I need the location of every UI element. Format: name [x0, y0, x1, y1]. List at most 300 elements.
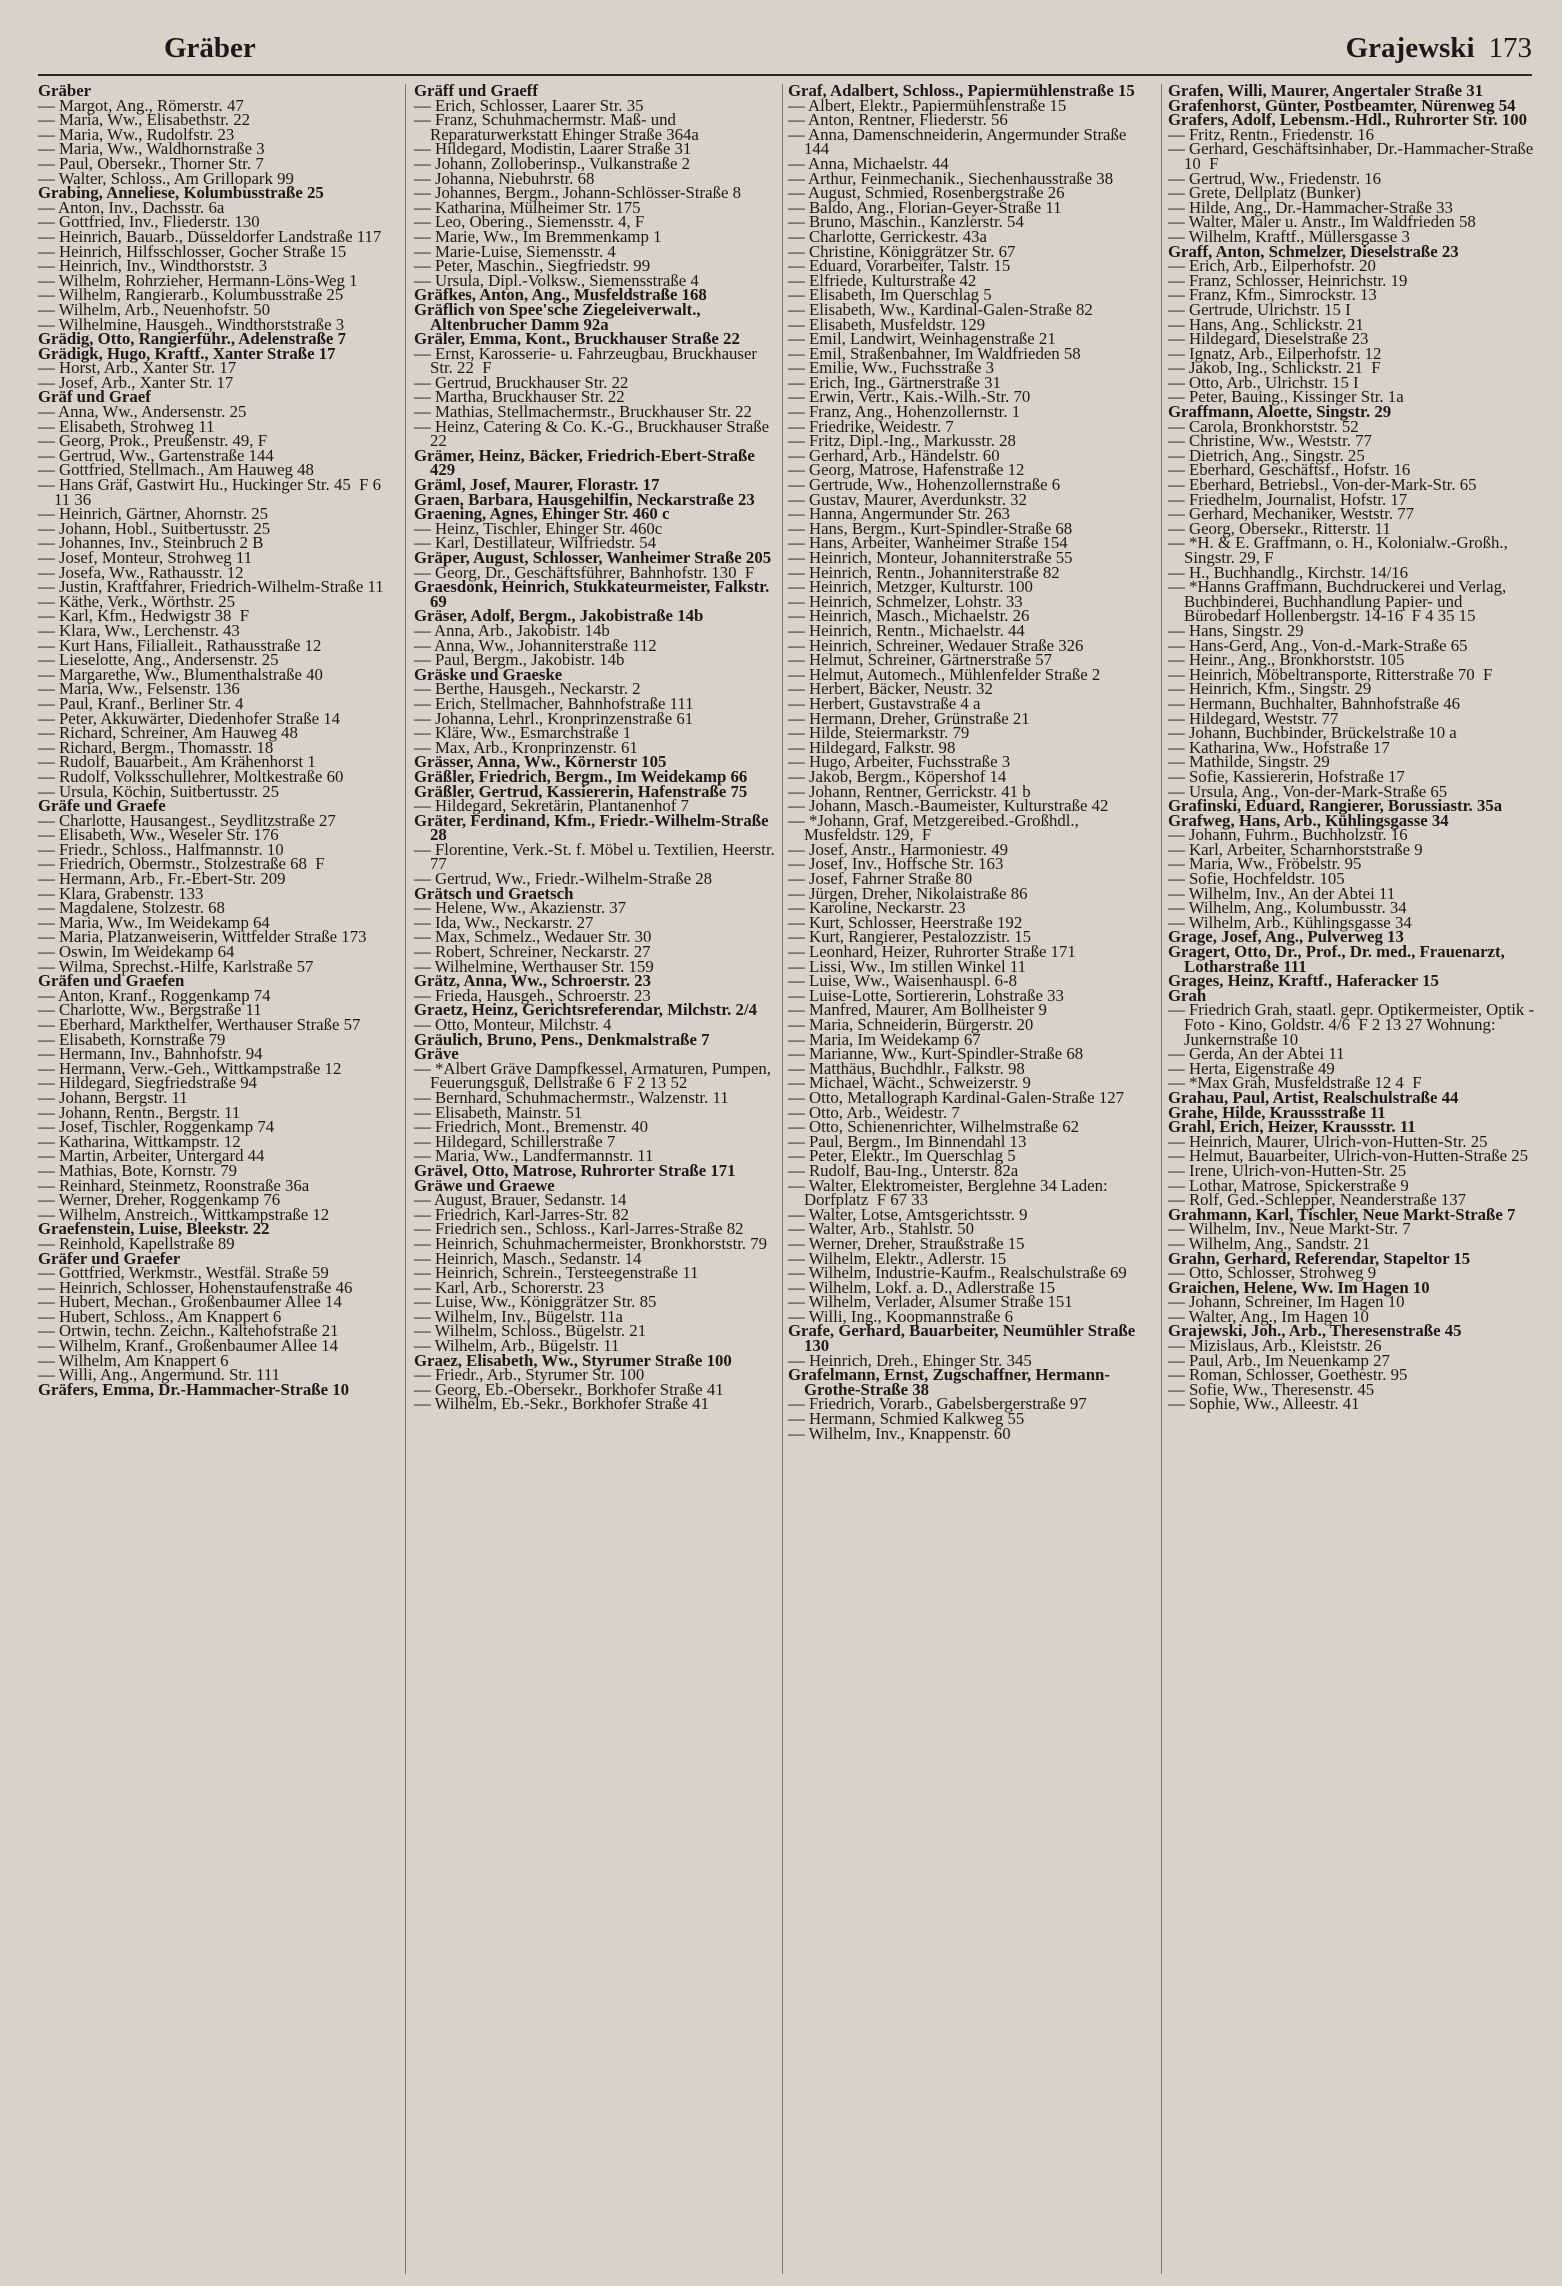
directory-entry: — Johann, Masch.-Baumeister, Kulturstraße 42 — [788, 796, 1109, 816]
directory-entry: — Oswin, Im Weidekamp 64 — [38, 942, 235, 962]
directory-entry: — Wilhelm, Inv., An der Abtei 11 — [1168, 883, 1396, 903]
directory-entry: — Franz, Ang., Hohenzollernstr. 1 — [788, 402, 1021, 422]
column-divider — [405, 84, 406, 2274]
directory-entry: — Baldo, Ang., Florian-Geyer-Straße 11 — [788, 197, 1062, 217]
directory-entry: — Margarethe, Ww., Blumenthalstraße 40 — [38, 664, 323, 684]
directory-entry: — Johann, Schreiner, Im Hagen 10 — [1168, 1292, 1405, 1312]
directory-column-1 — [38, 81, 396, 2280]
directory-entry: — Herbert, Gustavstraße 4 a — [788, 693, 981, 713]
directory-entry: Gräper, August, Schlosser, Wanheimer Straße 205 — [414, 548, 772, 567]
directory-entry: — Erich, Arb., Eilperhofstr. 20 — [1168, 256, 1376, 276]
directory-entry: — Elisabeth, Mainstr. 51 — [414, 1102, 583, 1122]
directory-entry: Graetz, Heinz, Gerichtsreferendar, Milchstr. 2/4 — [414, 1000, 757, 1020]
directory-entry: — Katharina, Mülheimer Str. 175 — [414, 197, 641, 217]
directory-entry: — Anton, Rentner, Fliederstr. 56 — [788, 110, 1008, 130]
directory-entry: — Klara, Ww., Lerchenstr. 43 — [38, 620, 240, 640]
directory-entry: — Gertrude, Ulrichstr. 15 I — [1168, 299, 1351, 319]
directory-entry: — Helene, Ww., Akazienstr. 37 — [414, 898, 627, 918]
directory-entry: — Georg, Eb.-Obersekr., Borkhofer Straße 41 — [414, 1379, 724, 1399]
directory-entry: — Martha, Bruckhauser Str. 22 — [414, 387, 625, 407]
directory-entry: — *Albert Gräve Dampfkessel, Armaturen, Pumpen, Feuerungsguß, Dellstraße 6 F 2 13 52 — [414, 1058, 776, 1093]
directory-entry: Grafe, Gerhard, Bauarbeiter, Neumühler Straße 130 — [788, 1321, 1140, 1356]
directory-entry: — Max, Schmelz., Wedauer Str. 30 — [414, 927, 652, 947]
directory-entry: — Richard, Schreiner, Am Hauweg 48 — [38, 723, 298, 743]
directory-entry: — Matthäus, Buchdhlr., Falkstr. 98 — [788, 1058, 1025, 1078]
directory-entry: — Karoline, Neckarstr. 23 — [788, 898, 966, 918]
directory-entry: Graez, Elisabeth, Ww., Styrumer Straße 100 — [414, 1350, 732, 1370]
directory-entry: Gräßler, Gertrud, Kassiererin, Hafenstraße 75 — [414, 781, 748, 801]
directory-entry: — Wilhelm, Rangierarb., Kolumbusstraße 25 — [38, 285, 344, 305]
header-first-entry: Gräber — [164, 32, 256, 64]
directory-entry: — Hermann, Verw.-Geh., Wittkampstraße 12 — [38, 1058, 342, 1078]
directory-entry: — Wilma, Sprechst.-Hilfe, Karlstraße 57 — [38, 956, 314, 976]
directory-entry: — Wilhelmine, Werthauser Str. 159 — [414, 956, 654, 976]
directory-entry: — Gertrud, Bruckhauser Str. 22 — [414, 372, 629, 392]
directory-entry: — Sophie, Ww., Alleestr. 41 — [1168, 1394, 1360, 1414]
directory-entry: — Justin, Kraftfahrer, Friedrich-Wilhelm-Straße 11 — [38, 577, 384, 597]
directory-entry: — Johann, Zolloberinsp., Vulkanstraße 2 — [414, 153, 690, 173]
directory-entry: — Heinrich, Rentn., Michaelstr. 44 — [788, 620, 1025, 640]
directory-entry: — Herbert, Bäcker, Neustr. 32 — [788, 679, 993, 699]
directory-entry: — Leo, Obering., Siemensstr. 4, F — [414, 212, 645, 232]
directory-entry: — Frieda, Hausgeh., Schroerstr. 23 — [414, 985, 651, 1005]
directory-entry: Gräter, Ferdinand, Kfm., Friedr.-Wilhelm-Straße 28 — [414, 810, 773, 845]
page-number: 173 — [1488, 32, 1532, 64]
directory-entry: — Richard, Bergm., Thomasstr. 18 — [38, 737, 274, 757]
directory-entry: Graffmann, Aloette, Singstr. 29 — [1168, 402, 1392, 422]
directory-entry: — Elisabeth, Kornstraße 79 — [38, 1029, 226, 1049]
directory-entry: — Hermann, Arb., Fr.-Ebert-Str. 209 — [38, 869, 286, 889]
column-divider — [1161, 84, 1162, 2274]
directory-entry: — Eberhard, Betriebsl., Von-der-Mark-Str. 65 — [1168, 475, 1477, 495]
directory-entry: Graichen, Helene, Ww. Im Hagen 10 — [1168, 1277, 1430, 1297]
directory-entry: — Helmut, Automech., Mühlenfelder Straße 2 — [788, 664, 1101, 684]
directory-entry: — Gertrud, Ww., Friedenstr. 16 — [1168, 168, 1381, 188]
directory-entry: Gräfers, Emma, Dr.-Hammacher-Straße 10 — [38, 1379, 349, 1399]
directory-entry: — Karl, Arbeiter, Scharnhorststraße 9 — [1168, 839, 1423, 859]
directory-entry: Gräff und Graeff — [414, 81, 538, 100]
directory-entry: — Johanna, Niebuhrstr. 68 — [414, 168, 595, 188]
directory-entry: — Wilhelm, Industrie-Kaufm., Realschulstraße 69 — [788, 1263, 1127, 1283]
directory-entry: — Rudolf, Bauarbeit., Am Krähenhorst 1 — [38, 752, 316, 772]
directory-entry: — Rolf, Ged.-Schlepper, Neanderstraße 137 — [1168, 1190, 1467, 1210]
directory-entry: — Heinz, Catering & Co. K.-G., Bruckhauser Straße 22 — [414, 416, 774, 451]
directory-entry: Gräßler, Friedrich, Bergm., Im Weidekamp 66 — [414, 766, 748, 786]
directory-entry: Grafweg, Hans, Arb., Kühlingsgasse 34 — [1168, 810, 1449, 830]
directory-entry: — Johann, Bergstr. 11 — [38, 1087, 188, 1107]
directory-entry: — Jürgen, Dreher, Nikolaistraße 86 — [788, 883, 1028, 903]
directory-entry: — Walter, Maler u. Anstr., Im Waldfrieden 58 — [1168, 212, 1476, 232]
directory-entry: — Ursula, Ang., Von-der-Mark-Straße 65 — [1168, 781, 1448, 801]
directory-entry: — Maria, Ww., Rudolfstr. 23 — [38, 124, 235, 144]
directory-entry: — Heinrich, Möbeltransporte, Ritterstraße 70 F — [1168, 664, 1493, 684]
directory-entry: — Paul, Bergm., Im Binnendahl 13 — [788, 1131, 1027, 1151]
directory-entry: — Sofie, Kassiererin, Hofstraße 17 — [1168, 766, 1405, 786]
directory-entry: Grädig, Otto, Rangierführ., Adelenstraße 7 — [38, 329, 346, 349]
directory-entry: — Charlotte, Gerrickestr. 43a — [788, 226, 987, 246]
directory-entry: Grätz, Anna, Ww., Schroerstr. 23 — [414, 971, 651, 991]
header-last-entry: Grajewski — [1345, 32, 1475, 64]
directory-entry: — August, Brauer, Sedanstr. 14 — [414, 1190, 627, 1210]
directory-entry: — Karl, Destillateur, Wilfriedstr. 54 — [414, 533, 657, 553]
directory-entry: — Wilhelm, Elektr., Adlerstr. 15 — [788, 1248, 1007, 1268]
directory-entry: — Friedrich, Mont., Bremenstr. 40 — [414, 1117, 648, 1137]
directory-entry: Gräfer und Graefer — [38, 1248, 181, 1268]
directory-entry: — Hildegard, Schillerstraße 7 — [414, 1131, 616, 1151]
directory-entry: — Gustav, Maurer, Averdunkstr. 32 — [788, 489, 1027, 509]
directory-entry: Grage, Josef, Ang., Pulverweg 13 — [1168, 927, 1404, 947]
directory-entry: — Emilie, Ww., Fuchsstraße 3 — [788, 358, 995, 378]
directory-entry: — Leonhard, Heizer, Ruhrorter Straße 171 — [788, 942, 1076, 962]
directory-entry: — Heinrich, Schmelzer, Lohstr. 33 — [788, 591, 1023, 611]
directory-entry: — Friedr., Arb., Styrumer Str. 100 — [414, 1365, 645, 1385]
directory-entry: — Erich, Stellmacher, Bahnhofstraße 111 — [414, 693, 694, 713]
directory-entry: — Gerhard, Geschäftsinhaber, Dr.-Hammacher-Straße 10 F — [1168, 139, 1538, 173]
directory-entry: Grätsch und Graetsch — [414, 883, 574, 903]
directory-entry: Grafers, Adolf, Lebensm.-Hdl., Ruhrorter Str. 100 — [1168, 110, 1528, 130]
directory-entry: — Johann, Buchbinder, Brückelstraße 10 a — [1168, 723, 1457, 743]
directory-entry: — Friedhelm, Journalist, Hofstr. 17 — [1168, 489, 1408, 509]
directory-entry: — Otto, Arb., Weidestr. 7 — [788, 1102, 960, 1122]
directory-entry: — Heinrich, Inv., Windthorststr. 3 — [38, 256, 268, 276]
directory-entry: — Marie, Ww., Im Bremmenkamp 1 — [414, 226, 662, 246]
directory-entry: — *Hanns Graffmann, Buchdruckerei und Verlag, Buchbinderei, Buchhandlung Papier- und Bürobedarf Hollenbergstr. 14-16 F 4 35 15 — [1168, 577, 1511, 626]
directory-entry: — Maria, Ww., Waldhornstraße 3 — [38, 139, 265, 159]
directory-entry: — Paul, Obersekr., Thorner Str. 7 — [38, 153, 264, 173]
directory-entry: Grafen, Willi, Maurer, Angertaler Straße 31 — [1168, 81, 1484, 100]
directory-column-4 — [1168, 81, 1539, 2280]
directory-entry: — Franz, Kfm., Simrockstr. 13 — [1168, 285, 1377, 305]
directory-column-3 — [788, 81, 1154, 2280]
directory-entry: — Otto, Schlosser, Strohweg 9 — [1168, 1263, 1377, 1283]
directory-column-2 — [414, 81, 780, 2280]
directory-entry: — Max, Arb., Kronprinzenstr. 61 — [414, 737, 638, 757]
directory-entry: — Johannes, Bergm., Johann-Schlösser-Straße 8 — [414, 183, 742, 203]
directory-entry: — Wilhelm, Anstreich., Wittkampstraße 12 — [38, 1204, 330, 1224]
directory-entry: — Charlotte, Hausangest., Seydlitzstraße 27 — [38, 810, 336, 830]
directory-entry: — Gerda, An der Abtei 11 — [1168, 1044, 1345, 1064]
directory-entry: — Wilhelm, Arb., Neuenhofstr. 50 — [38, 299, 271, 319]
directory-entry: — Lothar, Matrose, Spickerstraße 9 — [1168, 1175, 1409, 1195]
directory-entry: — Peter, Maschin., Siegfriedstr. 99 — [414, 256, 651, 276]
directory-entry: Gräf und Graef — [38, 387, 151, 407]
directory-entry: — Wilhelm, Arb., Bügelstr. 11 — [414, 1336, 620, 1356]
directory-entry: — Erich, Ing., Gärtnerstraße 31 — [788, 372, 1001, 392]
directory-entry: — Mathias, Bote, Kornstr. 79 — [38, 1160, 238, 1180]
directory-entry: — Maria, Im Weidekamp 67 — [788, 1029, 981, 1049]
directory-entry: Grahe, Hilde, Kraussstraße 11 — [1168, 1102, 1386, 1122]
directory-entry: — Johann, Rentn., Bergstr. 11 — [38, 1102, 241, 1122]
directory-entry: Grabing, Anneliese, Kolumbusstraße 25 — [38, 183, 324, 203]
directory-entry: — Bernhard, Schuhmachermstr., Walzenstr. 11 — [414, 1087, 729, 1107]
page-header — [38, 28, 1532, 76]
directory-entry: — Hans, Bergm., Kurt-Spindler-Straße 68 — [788, 518, 1073, 538]
header-last-entry-group — [1346, 32, 1532, 65]
directory-entry: Graff, Anton, Schmelzer, Dieselstraße 23 — [1168, 241, 1459, 261]
directory-entry: — Hans, Arbeiter, Wanheimer Straße 154 — [788, 533, 1068, 553]
directory-entry: — Klara, Grabenstr. 133 — [38, 883, 204, 903]
directory-entry: — Heinrich, Kfm., Singstr. 29 — [1168, 679, 1372, 699]
directory-entry: — Maria, Ww., Felsenstr. 136 — [38, 679, 240, 699]
directory-entry: — Mizislaus, Arb., Kleiststr. 26 — [1168, 1336, 1382, 1356]
directory-entry: — Berthe, Hausgeh., Neckarstr. 2 — [414, 679, 641, 699]
directory-entry: — Georg, Matrose, Hafenstraße 12 — [788, 460, 1025, 480]
directory-entry: — Wilhelm, Inv., Bügelstr. 11a — [414, 1306, 623, 1326]
directory-entry: Graening, Agnes, Ehinger Str. 460 c — [414, 504, 670, 524]
directory-entry: — Martin, Arbeiter, Untergard 44 — [38, 1146, 265, 1166]
directory-entry: — Erwin, Vertr., Kais.-Wilh.-Str. 70 — [788, 387, 1031, 407]
directory-entry: Grahau, Paul, Artist, Realschulstraße 44 — [1168, 1087, 1459, 1107]
directory-entry: — Otto, Monteur, Milchstr. 4 — [414, 1015, 612, 1034]
directory-entry: — Gottfried, Werkmstr., Westfäl. Straße 59 — [38, 1263, 329, 1283]
directory-entry: — Luise-Lotte, Sortiererin, Lohstraße 33 — [788, 985, 1064, 1005]
directory-entry: — Hildegard, Falkstr. 98 — [788, 737, 956, 757]
directory-entry: — Josefa, Ww., Rathausstr. 12 — [38, 562, 244, 582]
directory-entry: — Friedrich, Karl-Jarres-Str. 82 — [414, 1204, 629, 1224]
directory-entry: — Hermann, Inv., Bahnhofstr. 94 — [38, 1044, 263, 1064]
directory-entry: — Heinrich, Monteur, Johanniterstraße 55 — [788, 548, 1073, 567]
directory-entry: — Michael, Wächt., Schweizerstr. 9 — [788, 1073, 1031, 1093]
directory-entry: Gräwe und Graewe — [414, 1175, 555, 1195]
directory-entry: — Hubert, Schloss., Am Knappert 6 — [38, 1306, 282, 1326]
directory-entry: Gräfe und Graefe — [38, 796, 166, 816]
directory-entry: — Heinrich, Maurer, Ulrich-von-Hutten-Str. 25 — [1168, 1131, 1488, 1151]
directory-entry: — Wilhelm, Kranf., Großenbaumer Allee 14 — [38, 1336, 339, 1356]
directory-entry: — Margot, Ang., Römerstr. 47 — [38, 95, 244, 115]
directory-entry: — Elisabeth, Musfeldstr. 129 — [788, 314, 986, 334]
directory-entry: — Irene, Ulrich-von-Hutten-Str. 25 — [1168, 1160, 1407, 1180]
directory-entry: — Wilhelm, Eb.-Sekr., Borkhofer Straße 41 — [414, 1394, 709, 1414]
directory-entry: — Wilhelm, Ang., Sandstr. 21 — [1168, 1233, 1371, 1253]
directory-entry: — Charlotte, Ww., Bergstraße 11 — [38, 1000, 262, 1020]
directory-entry: — Wilhelm, Arb., Kühlingsgasse 34 — [1168, 912, 1412, 932]
directory-entry: Graf, Adalbert, Schloss., Papiermühlenstraße 15 — [788, 81, 1135, 100]
directory-entry: Gräfen und Graefen — [38, 971, 185, 991]
directory-entry: — Friedrike, Weidestr. 7 — [788, 416, 954, 436]
directory-entry: — Mathias, Stellmachermstr., Bruckhauser Str. 22 — [414, 402, 752, 422]
directory-entry: — Hildegard, Sekretärin, Plantanenhof 7 — [414, 796, 689, 816]
directory-entry: — Carola, Bronkhorststr. 52 — [1168, 416, 1359, 436]
directory-entry: — Ursula, Dipl.-Volksw., Siemensstraße 4 — [414, 270, 699, 290]
directory-entry: — Heinrich, Masch., Sedanstr. 14 — [414, 1248, 642, 1268]
directory-entry: Graefenstein, Luise, Bleekstr. 22 — [38, 1219, 270, 1239]
directory-entry: — Heinrich, Schreiner, Wedauer Straße 326 — [788, 635, 1084, 655]
directory-entry: — Walter, Arb., Stahlstr. 50 — [788, 1219, 974, 1239]
directory-entry: — Hugo, Arbeiter, Fuchsstraße 3 — [788, 752, 1011, 772]
directory-entry: — Josef, Inv., Hoffsche Str. 163 — [788, 854, 1004, 874]
directory-entry: — Josef, Fahrner Straße 80 — [788, 869, 973, 889]
directory-entry: — Manfred, Maurer, Am Bollheister 9 — [788, 1000, 1047, 1020]
directory-entry: — Reinhard, Steinmetz, Roonstraße 36a — [38, 1175, 310, 1195]
directory-entry: Grahmann, Karl, Tischler, Neue Markt-Straße 7 — [1168, 1204, 1516, 1224]
directory-entry: — Georg, Dr., Geschäftsführer, Bahnhofstr. 130 F — [414, 562, 755, 582]
directory-entry: — Lieselotte, Ang., Andersenstr. 25 — [38, 650, 279, 670]
directory-entry: — Ernst, Karosserie- u. Fahrzeugbau, Bruckhauser Str. 22 F — [414, 343, 762, 378]
directory-entry: — Ortwin, techn. Zeichn., Kaltehofstraße 21 — [38, 1321, 339, 1341]
directory-entry: — Maria, Ww., Elisabethstr. 22 — [38, 110, 251, 130]
directory-entry: — Marianne, Ww., Kurt-Spindler-Straße 68 — [788, 1044, 1084, 1064]
directory-entry: Gräser, Adolf, Bergm., Jakobistraße 14b — [414, 606, 704, 626]
directory-entry: — Heinrich, Bauarb., Düsseldorfer Landstraße 117 — [38, 226, 382, 246]
directory-entry: — Heinrich, Gärtner, Ahornstr. 25 — [38, 504, 269, 524]
directory-entry: — Wilhelm, Inv., Neue Markt-Str. 7 — [1168, 1219, 1411, 1239]
directory-entry: — Anna, Ww., Andersenstr. 25 — [38, 402, 247, 422]
directory-entry: — Lissi, Ww., Im stillen Winkel 11 — [788, 956, 1026, 976]
directory-entry: — Werner, Dreher, Roggenkamp 76 — [38, 1190, 281, 1210]
directory-entry: Grajewski, Joh., Arb., Theresenstraße 45 — [1168, 1321, 1462, 1341]
directory-entry: — Anna, Michaelstr. 44 — [788, 153, 949, 173]
directory-entry: — Ignatz, Arb., Eilperhofstr. 12 — [1168, 343, 1382, 363]
directory-entry: — Heinrich, Rentn., Johanniterstraße 82 — [788, 562, 1060, 582]
directory-entry: — Maria, Ww., Im Weidekamp 64 — [38, 912, 270, 932]
directory-entry: Grafenhorst, Günter, Postbeamter, Nürenweg 54 — [1168, 95, 1516, 115]
directory-entry: Gräfkes, Anton, Ang., Musfeldstraße 168 — [414, 285, 707, 305]
directory-entry: — Emil, Straßenbahner, Im Waldfrieden 58 — [788, 343, 1081, 363]
directory-entry: — Grete, Dellplatz (Bunker) — [1168, 183, 1361, 203]
directory-entry: — Eberhard, Geschäftsf., Hofstr. 16 — [1168, 460, 1411, 480]
directory-entry: — Otto, Arb., Ulrichstr. 15 I — [1168, 372, 1359, 392]
directory-entry: — Eberhard, Markthelfer, Werthauser Straße 57 — [38, 1015, 361, 1034]
directory-entry: — Herta, Eigenstraße 49 — [1168, 1058, 1335, 1078]
directory-entry: — Friedrich, Obermstr., Stolzestraße 68 F — [38, 854, 325, 874]
directory-entry: — Reinhold, Kapellstraße 89 — [38, 1233, 235, 1253]
directory-entry: — Hanna, Angermunder Str. 263 — [788, 504, 1010, 524]
directory-entry: — Peter, Elektr., Im Querschlag 5 — [788, 1146, 1016, 1166]
directory-entry: — Arthur, Feinmechanik., Siechenhausstraße 38 — [788, 168, 1114, 188]
directory-entry: — Heinrich, Metzger, Kulturstr. 100 — [788, 577, 1033, 597]
directory-entry: — Käthe, Verk., Wörthstr. 25 — [38, 591, 235, 611]
directory-entry: — Johannes, Inv., Steinbruch 2 B — [38, 533, 264, 553]
directory-entry: — Georg, Obersekr., Ritterstr. 11 — [1168, 518, 1391, 538]
directory-entry: — Kurt, Rangierer, Pestalozzistr. 15 — [788, 927, 1032, 947]
directory-entry: — Christine, Ww., Weststr. 77 — [1168, 431, 1372, 451]
directory-entry: — Florentine, Verk.-St. f. Möbel u. Textilien, Heerstr. 77 — [414, 839, 780, 874]
directory-entry: — Friedrich Grah, staatl. gepr. Optikermeister, Optik - Foto - Kino, Goldstr. 4/6 F 2 13 27 Wohnung: Junkernstraße 10 — [1168, 1000, 1539, 1049]
directory-entry: — Wilhelm, Am Knappert 6 — [38, 1350, 229, 1370]
directory-entry: — Gerhard, Arb., Händelstr. 60 — [788, 445, 1000, 465]
directory-entry: — Johann, Hobl., Suitbertusstr. 25 — [38, 518, 271, 538]
directory-entry: — Karl, Kfm., Hedwigstr 38 F — [38, 606, 250, 626]
directory-entry: — Johann, Rentner, Gerrickstr. 41 b — [788, 781, 1031, 801]
directory-entry: — Albert, Elektr., Papiermühlenstraße 15 — [788, 95, 1067, 115]
directory-entry: — Wilhelm, Rohrzieher, Hermann-Löns-Weg 1 — [38, 270, 358, 290]
directory-entry: — Wilhelm, Inv., Knappenstr. 60 — [788, 1423, 1011, 1443]
directory-entry: — Kläre, Ww., Esmarchstraße 1 — [414, 723, 632, 743]
directory-entry: — Wilhelm, Schloss., Bügelstr. 21 — [414, 1321, 647, 1341]
directory-entry: — Gertrud, Ww., Friedr.-Wilhelm-Straße 28 — [414, 869, 713, 889]
directory-entry: Gräske und Graeske — [414, 664, 563, 684]
directory-entry: — Gertrude, Ww., Hohenzollernstraße 6 — [788, 475, 1061, 495]
directory-entry: — Georg, Prok., Preußenstr. 49, F — [38, 431, 268, 451]
directory-entry: — Hilde, Steiermarkstr. 79 — [788, 723, 970, 743]
directory-entry: — Emil, Landwirt, Weinhagenstraße 21 — [788, 329, 1056, 349]
directory-entry: — Erich, Schlosser, Laarer Str. 35 — [414, 95, 644, 115]
directory-entry: — Marie-Luise, Siemensstr. 4 — [414, 241, 616, 261]
directory-entry: — *Johann, Graf, Metzgereibed.-Großhdl., Musfeldstr. 129, F — [788, 810, 1083, 845]
directory-entry: — Heinrich, Schlosser, Hohenstaufenstraße 46 — [38, 1277, 353, 1297]
directory-entry: Gräflich von Spee'sche Ziegeleiverwalt., Altenbrucher Damm 92a — [414, 299, 704, 334]
directory-entry: — Luise, Ww., Waisenhauspl. 6-8 — [788, 971, 1018, 991]
directory-entry: — Anton, Kranf., Roggenkamp 74 — [38, 985, 271, 1005]
directory-entry: — Gerhard, Mechaniker, Weststr. 77 — [1168, 504, 1415, 524]
directory-entry: Grässer, Anna, Ww., Körnerstr 105 — [414, 752, 667, 772]
directory-entry: — Hans, Singstr. 29 — [1168, 620, 1304, 640]
directory-entry: — Eduard, Vorarbeiter, Talstr. 15 — [788, 256, 1011, 276]
directory-entry: — Peter, Akkuwärter, Diedenhofer Straße 14 — [38, 708, 341, 728]
directory-entry: — Hans, Ang., Schlickstr. 21 — [1168, 314, 1364, 334]
directory-entry: — Willi, Ing., Koopmannstraße 6 — [788, 1306, 1014, 1326]
directory-entry: — Hermann, Schmied Kalkweg 55 — [788, 1409, 1025, 1429]
directory-entry: — Ida, Ww., Neckarstr. 27 — [414, 912, 594, 932]
directory-entry: — Anna, Damenschneiderin, Angermunder Straße 144 — [788, 124, 1131, 159]
directory-entry: — Hermann, Dreher, Grünstraße 21 — [788, 708, 1030, 728]
directory-entry: — Heinz, Tischler, Ehinger Str. 460c — [414, 518, 663, 538]
directory-entry: — Sofie, Ww., Theresenstr. 45 — [1168, 1379, 1375, 1399]
directory-entry: — Sofie, Hochfeldstr. 105 — [1168, 869, 1345, 889]
directory-entry: — Hans Gräf, Gastwirt Hu., Huckinger Str. 45 F 6 11 36 — [38, 475, 386, 509]
directory-entry: — Wilhelm, Ang., Kolumbusstr. 34 — [1168, 898, 1407, 918]
directory-entry: — Hildegard, Siegfriedstraße 94 — [38, 1073, 258, 1093]
directory-entry: — Hilde, Ang., Dr.-Hammacher-Straße 33 — [1168, 197, 1453, 217]
directory-entry: — Jakob, Bergm., Köpershof 14 — [788, 766, 1007, 786]
directory-entry: — Kurt, Schlosser, Heerstraße 192 — [788, 912, 1023, 932]
directory-entry: — Peter, Bauing., Kissinger Str. 1a — [1168, 387, 1404, 407]
directory-entry: — Johann, Fuhrm., Buchholzstr. 16 — [1168, 825, 1408, 845]
directory-entry: — Otto, Metallograph Kardinal-Galen-Straße 127 — [788, 1087, 1124, 1107]
directory-entry: — Dietrich, Ang., Singstr. 25 — [1168, 445, 1365, 465]
directory-entry: — Walter, Lotse, Amtsgerichtsstr. 9 — [788, 1204, 1028, 1224]
directory-entry: — Franz, Schuhmachermstr. Maß- und Reparaturwerkstatt Ehinger Straße 364a — [414, 110, 699, 144]
directory-entry: Grahl, Erich, Heizer, Kraussstr. 11 — [1168, 1117, 1416, 1137]
directory-entry: Grämer, Heinz, Bäcker, Friedrich-Ebert-Straße 429 — [414, 445, 760, 480]
directory-entry: — Maria, Schneiderin, Bürgerstr. 20 — [788, 1015, 1034, 1034]
directory-entry: Grafinski, Eduard, Rangierer, Borussiastr. 35a — [1168, 796, 1503, 816]
directory-entry: — Heinr., Ang., Bronkhorststr. 105 — [1168, 650, 1405, 670]
directory-entry: — Heinrich, Masch., Michaelstr. 26 — [788, 606, 1030, 626]
directory-entry: Gräulich, Bruno, Pens., Denkmalstraße 7 — [414, 1029, 710, 1049]
directory-entry: — Elisabeth, Ww., Kardinal-Galen-Straße 82 — [788, 299, 1093, 319]
directory-entry: — Friedr., Schloss., Halfmannstr. 10 — [38, 839, 284, 859]
directory-entry: — Luise, Ww., Königgrätzer Str. 85 — [414, 1292, 657, 1312]
directory-entry: — Ursula, Köchin, Suitbertusstr. 25 — [38, 781, 279, 801]
directory-entry: — Gertrud, Ww., Gartenstraße 144 — [38, 445, 274, 465]
directory-entry: — Walter, Schloss., Am Grillopark 99 — [38, 168, 294, 188]
directory-entry: — Katharina, Wittkampstr. 12 — [38, 1131, 241, 1151]
directory-entry: — Anna, Ww., Johanniterstraße 112 — [414, 635, 657, 655]
directory-entry: — Werner, Dreher, Straußstraße 15 — [788, 1233, 1025, 1253]
directory-entry: — Katharina, Ww., Hofstraße 17 — [1168, 737, 1390, 757]
directory-entry: — Maria, Platzanweiserin, Wittfelder Straße 173 — [38, 927, 367, 947]
directory-entry: — Anna, Arb., Jakobistr. 14b — [414, 620, 610, 640]
directory-entry: — Anton, Inv., Dachsstr. 6a — [38, 197, 225, 217]
directory-entry: — Hermann, Buchhalter, Bahnhofstraße 46 — [1168, 693, 1460, 713]
directory-entry: — Josef, Tischler, Roggenkamp 74 — [38, 1117, 275, 1137]
directory-entry: — Fritz, Dipl.-Ing., Markusstr. 28 — [788, 431, 1016, 451]
directory-entry: Gräler, Emma, Kont., Bruckhauser Straße 22 — [414, 329, 740, 349]
directory-entry: — Elisabeth, Strohweg 11 — [38, 416, 215, 436]
directory-entry: — Gottfried, Stellmach., Am Hauweg 48 — [38, 460, 314, 480]
directory-entry: — Franz, Schlosser, Heinrichstr. 19 — [1168, 270, 1408, 290]
directory-entry: — Paul, Arb., Im Neuenkamp 27 — [1168, 1350, 1390, 1370]
directory-entry: — Wilhelm, Lokf. a. D., Adlerstraße 15 — [788, 1277, 1055, 1297]
directory-entry: — Christine, Königgrätzer Str. 67 — [788, 241, 1016, 261]
directory-entry: Gragert, Otto, Dr., Prof., Dr. med., Frauenarzt, Lotharstraße 111 — [1168, 942, 1509, 976]
directory-entry: — Helmut, Bauarbeiter, Ulrich-von-Hutten-Straße 25 — [1168, 1146, 1529, 1166]
directory-entry: — Hans-Gerd, Ang., Von-d.-Mark-Straße 65 — [1168, 635, 1468, 655]
directory-entry: — Friedrich sen., Schloss., Karl-Jarres-Straße 82 — [414, 1219, 744, 1239]
directory-entry: — Paul, Bergm., Jakobistr. 14b — [414, 650, 625, 670]
directory-entry: — Paul, Kranf., Berliner Str. 4 — [38, 693, 244, 713]
